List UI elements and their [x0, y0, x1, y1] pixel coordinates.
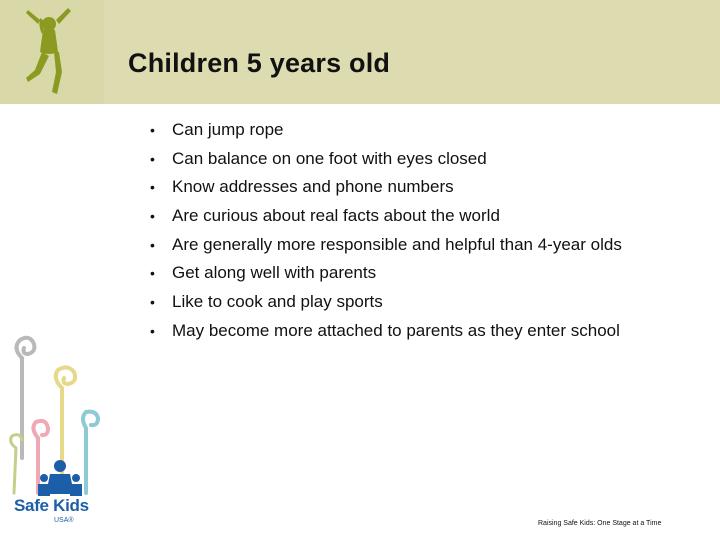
bullet-list: [150, 116, 622, 346]
list-item: [150, 116, 622, 145]
logo-subtext: USA®: [54, 517, 74, 524]
bullet-text: Know addresses and phone numbers: [172, 177, 454, 197]
list-item: [150, 173, 622, 202]
bullet-glyph: •: [150, 179, 155, 196]
bullet-text: Like to cook and play sports: [172, 292, 383, 312]
safe-kids-logo: Safe Kids: [14, 496, 89, 515]
list-item: [150, 231, 622, 260]
bullet-text: Are generally more responsible and helpful than 4-year olds: [172, 234, 622, 254]
list-item: [150, 317, 622, 346]
header-divider: [104, 104, 720, 106]
bullet-glyph: •: [150, 265, 155, 282]
footer-text: Raising Safe Kids: One Stage at a Time: [538, 520, 662, 527]
bullet-text: Get along well with parents: [172, 263, 377, 283]
bullet-text: Are curious about real facts about the world: [172, 206, 500, 226]
bullet-glyph: •: [150, 122, 155, 138]
bullet-text: May become more attached to parents as they enter school: [172, 320, 620, 340]
jumping-child-icon: [18, 8, 78, 96]
bullet-glyph: •: [150, 208, 155, 225]
bullet-glyph: •: [150, 236, 155, 253]
bullet-glyph: •: [150, 150, 155, 167]
list-item: [150, 288, 622, 317]
list-item: [150, 145, 622, 174]
list-item: [150, 202, 622, 231]
list-item: [150, 259, 622, 288]
bullet-glyph: •: [150, 294, 155, 311]
bullet-glyph: •: [150, 322, 155, 339]
bullet-text: Can jump rope: [172, 120, 284, 139]
bullet-text: Can balance on one foot with eyes closed: [172, 148, 487, 168]
slide-title: Children 5 years old: [128, 48, 391, 78]
